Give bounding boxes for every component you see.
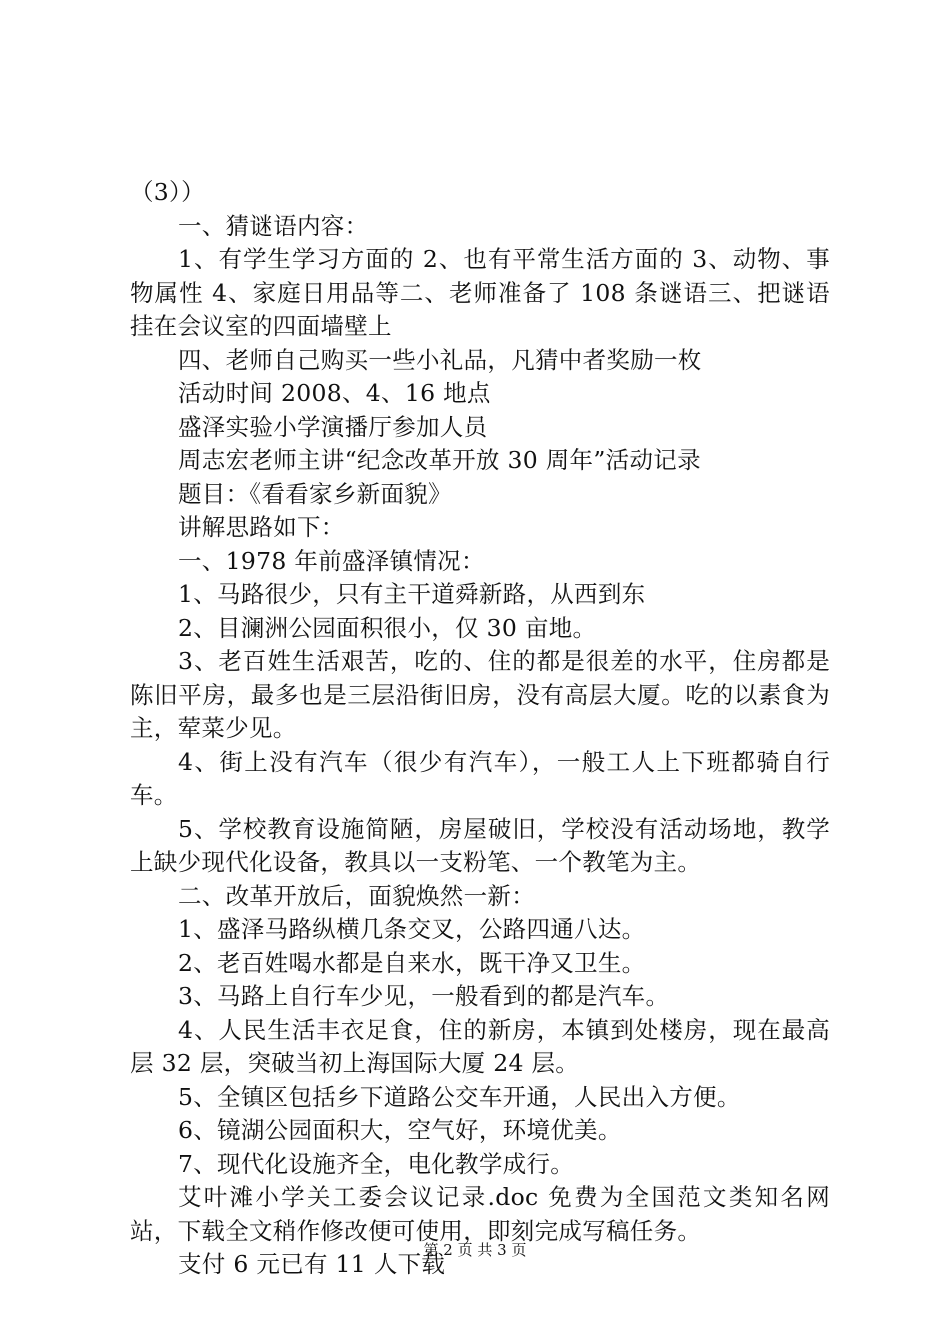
document-paragraph: 一、1978 年前盛泽镇情况：: [178, 546, 485, 575]
document-paragraph: 4、人民生活丰衣足食，住的新房，本镇到处楼房，现在最高层 32 层，突破当初上海国际大厦 24 层。: [130, 1015, 830, 1077]
document-paragraph: 3、老百姓生活艰苦，吃的、住的都是很差的水平，住房都是陈旧平房，最多也是三层沿街旧房，没有高层大厦。吃的以素食为主，荤菜少见。: [130, 647, 830, 742]
document-paragraph: 5、全镇区包括乡下道路公交车开通，人民出入方便。: [178, 1082, 741, 1111]
document-paragraph: 一、猜谜语内容：: [178, 211, 369, 240]
document-paragraph: 7、现代化设施齐全，电化教学成行。: [178, 1149, 575, 1178]
document-paragraph: 艾叶滩小学关工委会议记录.doc 免费为全国范文类知名网站，下载全文稍作修改便可使用，即刻完成写稿任务。: [130, 1183, 830, 1245]
document-paragraph: 活动时间 2008、4、16 地点: [178, 379, 491, 407]
document-paragraph: 四、老师自己购买一些小礼品，凡猜中者奖励一枚: [178, 345, 702, 374]
document-paragraph: 二、改革开放后，面貌焕然一新：: [178, 881, 535, 910]
document-paragraph: 1、马路很少，只有主干道舜新路，从西到东: [178, 580, 646, 608]
document-paragraph: 讲解思路如下：: [178, 513, 345, 541]
document-paragraph: 2、老百姓喝水都是自来水，既干净又卫生。: [178, 948, 646, 977]
document-paragraph: 3、马路上自行车少见，一般看到的都是汽车。: [178, 982, 670, 1010]
document-paragraph: 支付 6 元已有 11 人下载: [178, 1250, 446, 1278]
document-paragraph: 6、镜湖公园面积大，空气好，环境优美。: [178, 1116, 622, 1144]
document-paragraph: 2、目澜洲公园面积很小，仅 30 亩地。: [178, 613, 597, 642]
document-paragraph: 题目：《看看家乡新面貌》: [178, 479, 452, 508]
document-paragraph: （3））: [130, 178, 205, 206]
document-paragraph: 5、学校教育设施简陋，房屋破旧，学校没有活动场地，教学上缺少现代化设备，教具以一支粉笔、一个教笔为主。: [130, 814, 830, 876]
document-paragraph: 1、盛泽马路纵横几条交叉，公路四通八达。: [178, 915, 646, 943]
document-body: [130, 176, 830, 1282]
page-footer: 第 2 页 共 3 页: [423, 1241, 527, 1259]
document-paragraph: 周志宏老师主讲“纪念改革开放 30 周年”活动记录: [178, 446, 701, 474]
document-paragraph: 4、街上没有汽车（很少有汽车），一般工人上下班都骑自行车。: [130, 747, 830, 809]
document-paragraph: 盛泽实验小学演播厅参加人员: [178, 412, 488, 441]
document-paragraph: 1、有学生学习方面的 2、也有平常生活方面的 3、动物、事物属性 4、家庭日用品等二、老师准备了 108 条谜语三、把谜语挂在会议室的四面墙壁上: [130, 245, 830, 340]
